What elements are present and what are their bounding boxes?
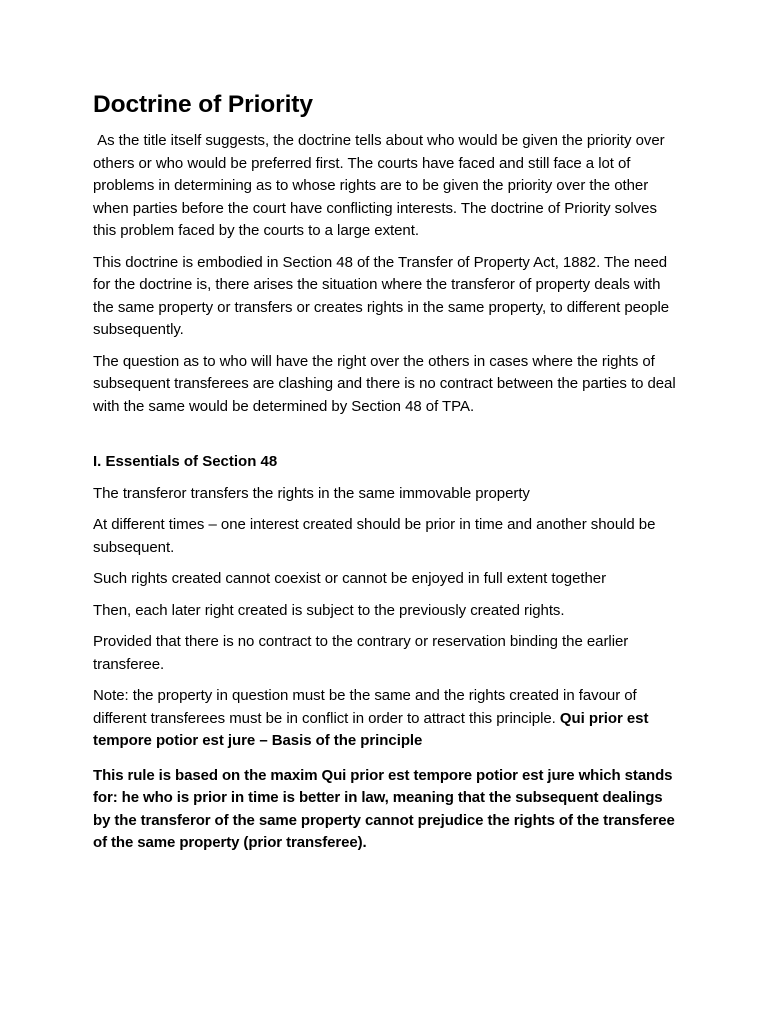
spacer xyxy=(93,427,683,451)
intro-paragraph-1: As the title itself suggests, the doctrine tells about who would be given the priority over others or who would be preferred first. The courts have faced and still face a lot of problems in determining as to whose rights are to be given the priority over the other when parties before the court have conflicting interests. The doctrine of Priority solves this problem faced by the courts to a large extent. xyxy=(93,132,665,239)
principle-heading: Qui prior est tempore potior est jure – Basis of the principle xyxy=(93,709,649,749)
document-title: Doctrine of Priority xyxy=(93,91,313,118)
intro-paragraph-2: This doctrine is embodied in Section 48 of the Transfer of Property Act, 1882. The need for the doctrine is, there arises the situation where the transferor of property deals with the same property or transfers or creates rights in the same property, to different people subsequently. xyxy=(93,253,670,338)
intro-paragraph-3: The question as to who will have the right over the others in cases where the rights of subsequent transferees are clashing and there is no contract between the parties to deal with the same would be determined by Section 48 of TPA. xyxy=(93,352,676,415)
essential-item-2: At different times – one interest created should be prior in time and another should be subsequent. xyxy=(93,516,656,556)
essential-item-4: Then, each later right created is subject to the previously created rights. xyxy=(93,601,565,619)
essential-item-5: Provided that there is no contract to the contrary or reservation binding the earlier transferee. xyxy=(93,633,629,673)
essential-item-3: Such rights created cannot coexist or cannot be enjoyed in full extent together xyxy=(93,570,607,587)
document-page xyxy=(93,88,683,855)
section-heading: I. Essentials of Section 48 xyxy=(93,453,278,470)
note-paragraph xyxy=(93,685,683,753)
note-text: Note: the property in question must be the same and the rights created in favour of different transferees must be in conflict in order to attract this principle. xyxy=(93,687,637,727)
essential-item-1: The transferor transfers the rights in the same immovable property xyxy=(93,484,530,502)
maxim-paragraph: This rule is based on the maxim Qui prior est tempore potior est jure which stands for: he who is prior in time is better in law, meaning that the subsequent dealings by the transferor of the same property cannot prejudice the rights of the transferee of the same property (prior transferee). xyxy=(93,766,675,851)
